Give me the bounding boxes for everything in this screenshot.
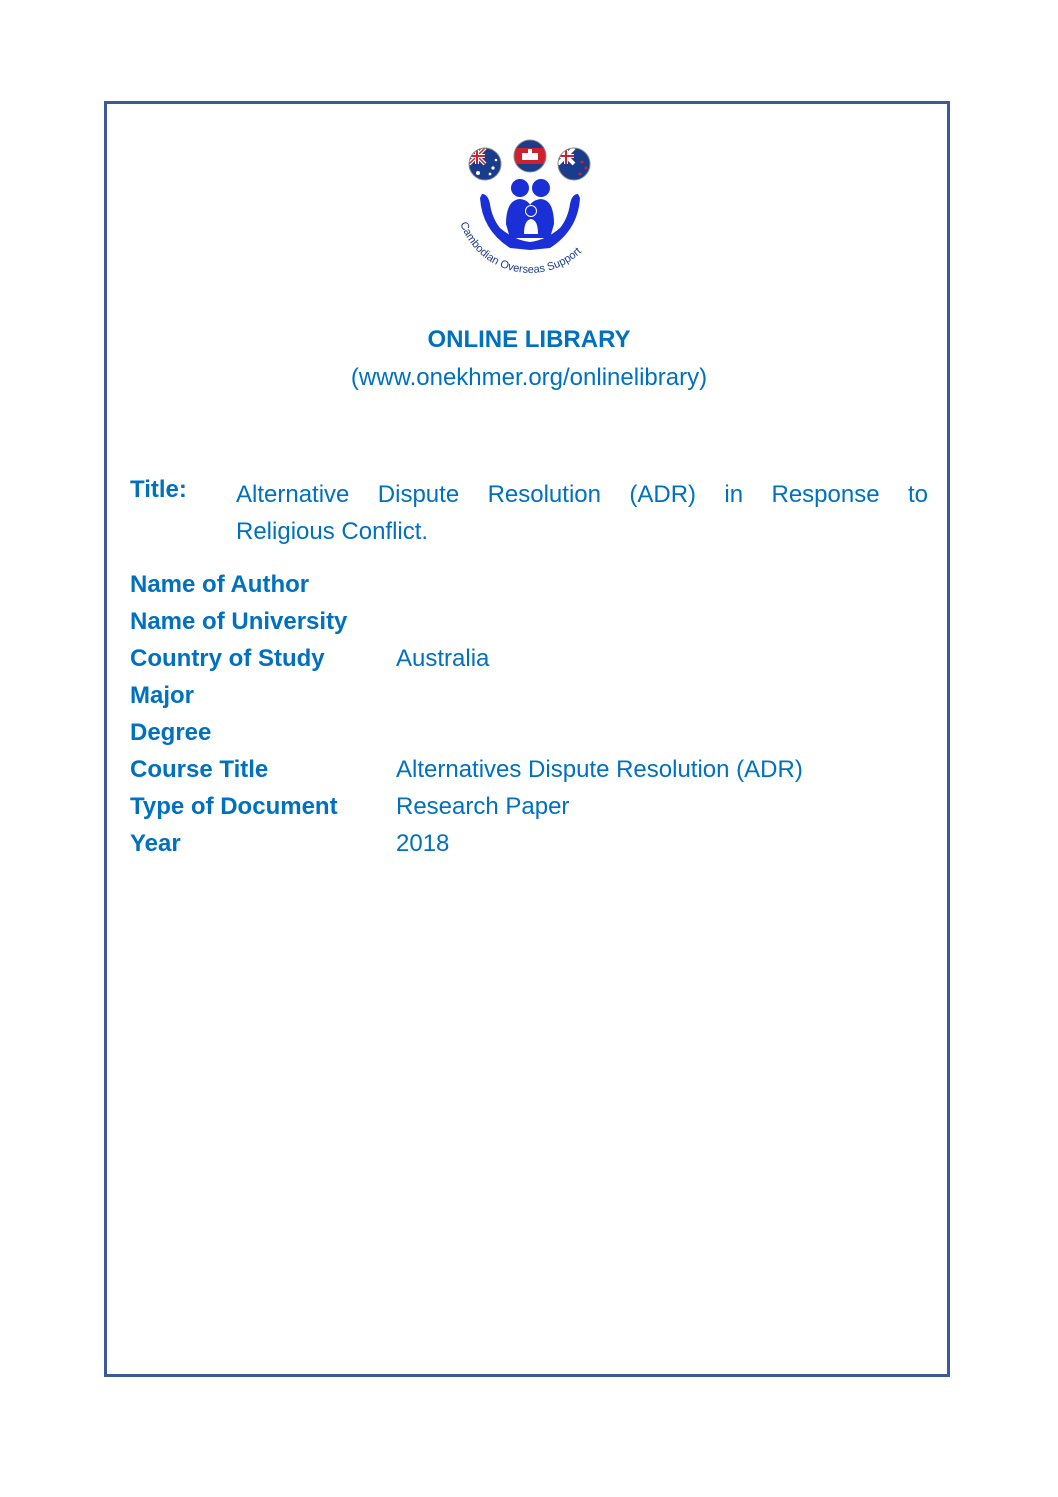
metadata-row-major bbox=[130, 677, 930, 714]
metadata-label: Course Title bbox=[130, 756, 269, 783]
metadata-label: Year bbox=[130, 830, 181, 857]
metadata-row-degree bbox=[130, 714, 930, 751]
metadata-label: Country of Study bbox=[130, 645, 325, 672]
metadata-label: Major bbox=[130, 682, 195, 709]
metadata-label: Degree bbox=[130, 719, 212, 746]
document-title bbox=[236, 476, 928, 550]
library-url: (www.onekhmer.org/onlinelibrary) bbox=[350, 364, 708, 391]
metadata-row-document-type bbox=[130, 788, 930, 825]
metadata-label: Name of University bbox=[130, 608, 348, 635]
cambodian-overseas-support-logo bbox=[440, 138, 620, 308]
logo-arc-text: Cambodian Overseas Support bbox=[457, 220, 584, 276]
metadata-row-university bbox=[130, 603, 930, 640]
metadata-list bbox=[130, 566, 930, 862]
title-label: Title: bbox=[130, 476, 187, 503]
family-figures-icon bbox=[506, 179, 554, 238]
metadata-value: 2018 bbox=[396, 830, 450, 857]
document-title-line-2: Religious Conflict. bbox=[236, 518, 429, 545]
metadata-value: Alternatives Dispute Resolution (ADR) bbox=[396, 756, 803, 783]
metadata-row-country bbox=[130, 640, 930, 677]
metadata-value: Research Paper bbox=[396, 793, 570, 820]
metadata-label: Type of Document bbox=[130, 793, 338, 820]
metadata-row-year bbox=[130, 825, 930, 862]
metadata-value: Australia bbox=[396, 645, 490, 672]
document-title-line-1: Alternative Dispute Resolution (ADR) in Response to bbox=[236, 481, 928, 508]
metadata-row-author bbox=[130, 566, 930, 603]
metadata-row-course-title bbox=[130, 751, 930, 788]
library-heading: ONLINE LIBRARY bbox=[427, 326, 631, 353]
metadata-label: Name of Author bbox=[130, 571, 310, 598]
